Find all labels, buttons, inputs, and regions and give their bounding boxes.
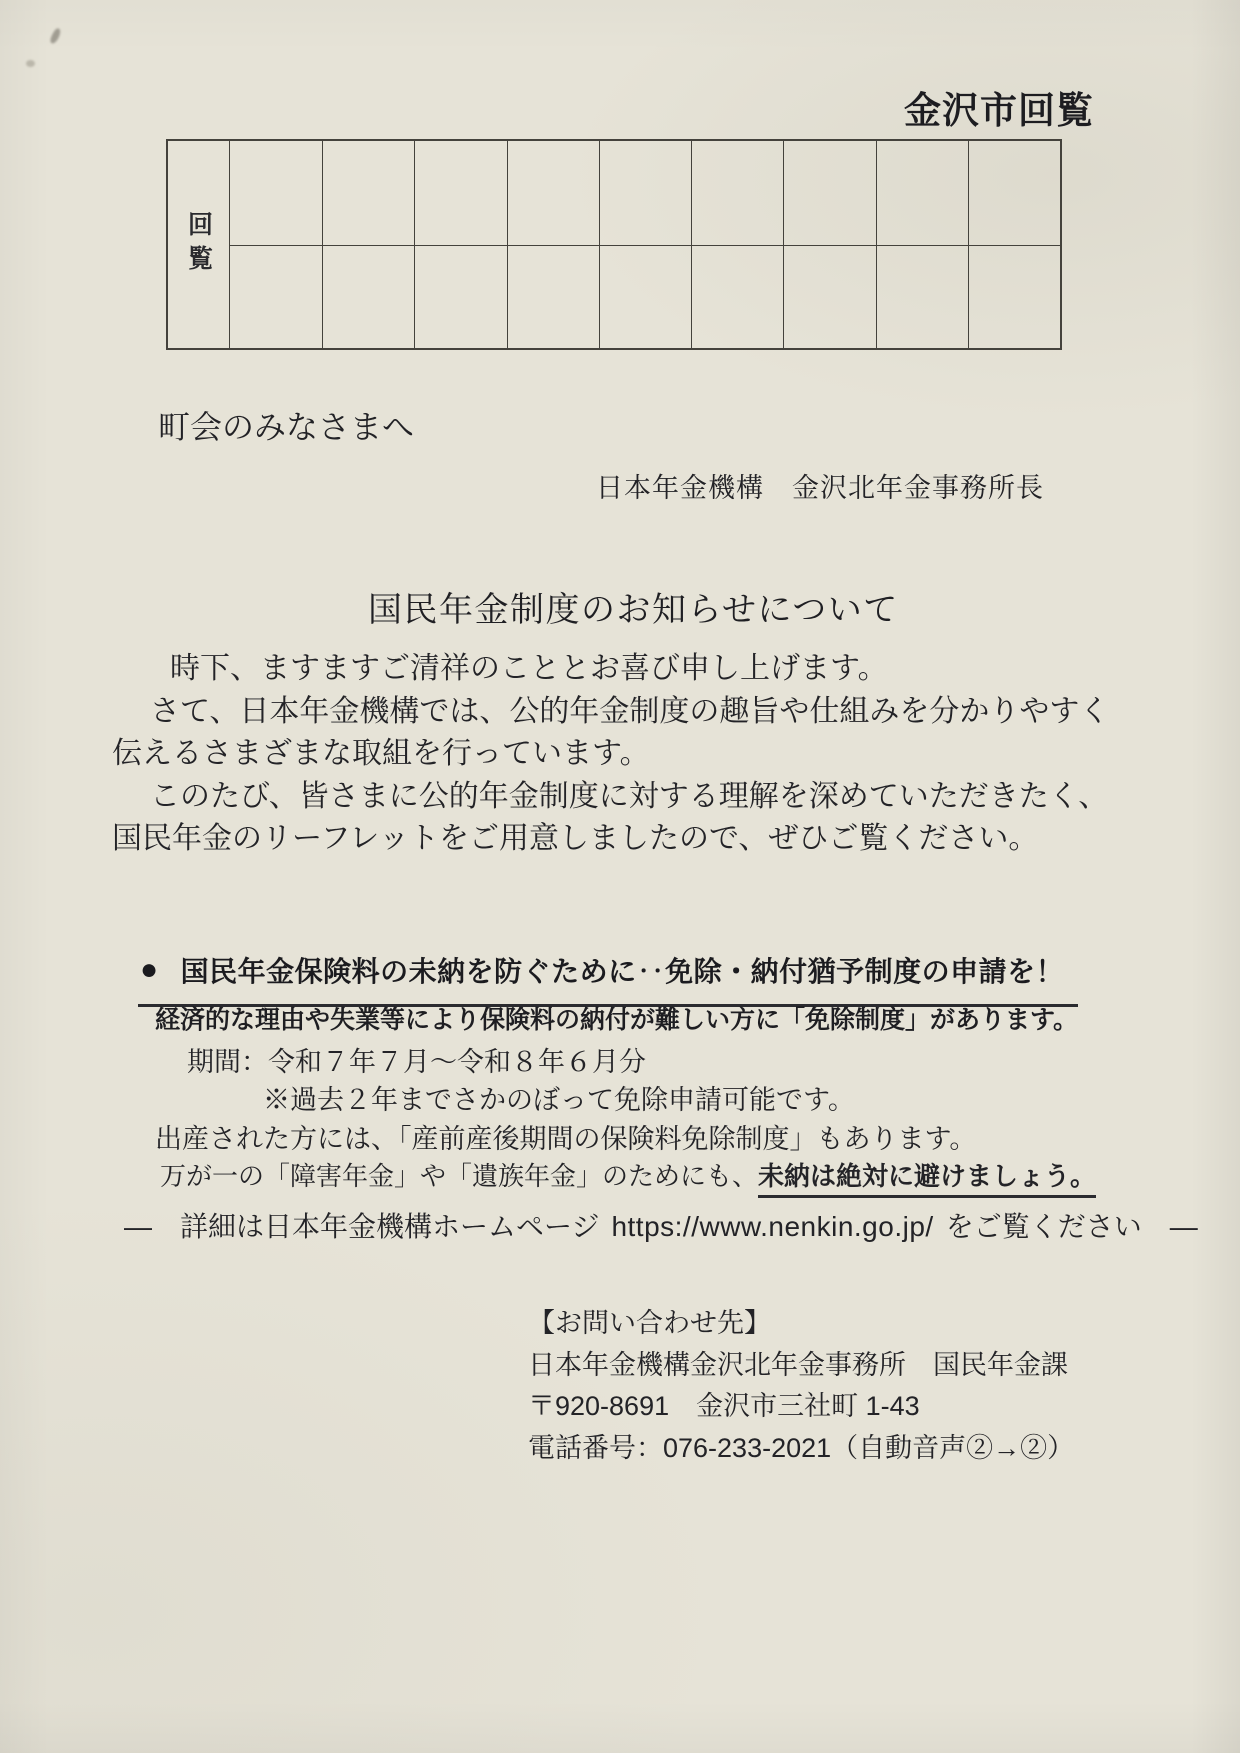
circulation-cell <box>507 141 599 245</box>
homepage-prefix: ― 詳細は日本年金機構ホームページ <box>124 1211 600 1242</box>
contact-office: 日本年金機構金沢北年金事務所 国民年金課 <box>528 1349 1068 1380</box>
circulation-cell <box>691 141 783 245</box>
scan-mark <box>49 27 63 44</box>
notice-heading <box>138 950 1078 1007</box>
notice-period: 期間：令和７年７月～令和８年６月分 <box>187 1047 646 1077</box>
notice-intro: 経済的な理由や失業等により保険料の納付が難しい方に「免除制度」があります。 <box>155 1006 1079 1034</box>
circulation-cell <box>599 141 691 245</box>
circulation-cell <box>876 141 968 245</box>
notice-warning-underlined: 未納は絶対に避けましょう。 <box>758 1161 1096 1198</box>
body-paragraph <box>112 648 1132 861</box>
circulation-cell <box>414 141 506 245</box>
body-line: このたび、皆さまに公的年金制度に対する理解を深めていただきたく、 <box>150 779 1109 813</box>
contact-heading: 【お問い合わせ先】 <box>528 1308 771 1338</box>
circulation-cell <box>599 245 691 349</box>
salutation: 町会のみなさまへ <box>158 409 415 445</box>
scan-mark <box>26 60 35 67</box>
contact-phone: 電話番号：076-233-2021（自動音声②→②） <box>528 1432 1075 1463</box>
circulation-table <box>166 139 1062 350</box>
contact-block <box>528 1303 1074 1469</box>
circulation-cell <box>414 245 506 349</box>
circulation-cell <box>968 245 1060 349</box>
circulation-cell <box>322 141 414 245</box>
circulation-table-label-cell <box>168 141 230 348</box>
circulation-cell <box>230 245 322 349</box>
contact-postal-address: 〒920-8691 金沢市三社町 1-43 <box>528 1391 920 1421</box>
homepage-suffix: をご覧ください ― <box>945 1211 1198 1242</box>
bullet-icon: ● <box>140 953 159 986</box>
body-line: 国民年金のリーフレットをご用意しましたので、ぜひご覧ください。 <box>112 822 1039 855</box>
homepage-url: https://www.nenkin.go.jp/ <box>611 1211 934 1242</box>
circulation-cell <box>783 245 875 349</box>
sender-line: 日本年金機構 金沢北年金事務所長 <box>596 473 1044 503</box>
notice-heading-text: 国民年金保険料の未納を防ぐために‥免除・納付猶予制度の申請を！ <box>180 956 1065 987</box>
circulation-cell <box>968 141 1060 245</box>
body-line: さて、日本年金機構では、公的年金制度の趣旨や仕組みを分かりやすく <box>150 694 1110 728</box>
circulation-cell <box>691 245 783 349</box>
body-line: 時下、ますますご清祥のこととお喜び申し上げます。 <box>170 652 888 685</box>
circulation-cell <box>322 245 414 349</box>
circulation-cell <box>876 245 968 349</box>
notice-maternity: 出産された方には、「産前産後期間の保険料免除制度」もあります。 <box>155 1124 977 1154</box>
notice-warning-prefix: 万が一の「障害年金」や「遺族年金」のためにも、 <box>160 1161 759 1191</box>
notice-warning <box>160 1156 1096 1193</box>
circulation-cell <box>783 141 875 245</box>
document-title: 国民年金制度のお知らせについて <box>368 591 899 629</box>
circulation-cell <box>230 141 322 245</box>
body-line: 伝えるさまざまな取組を行っています。 <box>112 737 650 770</box>
notice-note: ※過去２年までさかのぼって免除申請可能です。 <box>263 1085 855 1115</box>
circulation-table-label: 回覧 <box>184 210 213 279</box>
homepage-line <box>124 1205 1198 1245</box>
circulation-cell <box>507 245 599 349</box>
circulation-grid <box>230 141 1060 348</box>
corner-circulation-label: 金沢市回覧 <box>904 90 1094 131</box>
